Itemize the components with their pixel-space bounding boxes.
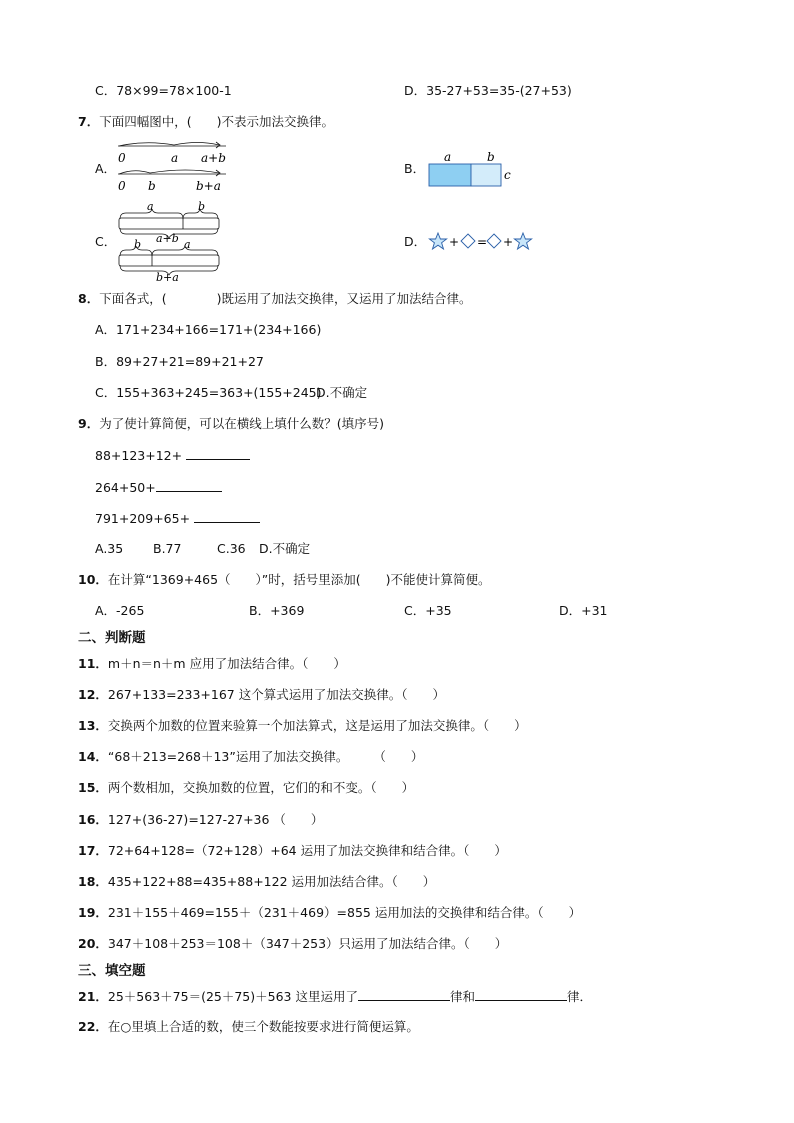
judgement-question — [78, 936, 507, 952]
rect-label-c: c — [504, 168, 511, 182]
judgement-question — [78, 812, 323, 828]
q9-option-a: A.35 — [95, 541, 124, 556]
q8-option-a: A．171+234+166=171+(234+166) — [95, 322, 322, 337]
judgement-question — [78, 656, 346, 672]
q10-option-b: B．+369 — [249, 603, 305, 618]
question-text: 为了使计算简便，可以在横线上填什么数？(填序号) — [99, 416, 384, 431]
line1-label-0: 0 — [118, 151, 126, 165]
question-number: 17． — [78, 843, 108, 858]
expression-text: 264+50+ — [95, 480, 156, 495]
question-number: 19． — [78, 905, 108, 920]
q8-option-b: B．89+27+21=89+21+27 — [95, 354, 264, 369]
q8-option-d: D.不确定 — [316, 385, 368, 400]
question-text: 267+133=233+167 这个算式运用了加法交换律。（ ） — [107, 687, 445, 702]
star-icon — [429, 233, 446, 249]
brace-mid-b: b — [134, 238, 142, 251]
rect-label-a: a — [444, 150, 452, 164]
question-text: 127+(36-27)=127-27+36 （ ） — [107, 812, 324, 827]
q8-option-c: C．155+363+245=363+(155+245) — [95, 385, 322, 400]
question-text: 347＋108＋253＝108＋（347＋253）只运用了加法结合律。（ ） — [107, 936, 508, 951]
judgement-question — [78, 780, 414, 796]
q9-option-d: D.不确定 — [259, 541, 311, 556]
answer-blank[interactable] — [156, 479, 222, 492]
question-text-start: 25＋563＋75＝(25＋75)＋563 这里运用了 — [107, 989, 358, 1004]
q10-option-d: D．+31 — [559, 603, 608, 618]
question-text: 在○里填上合适的数，使三个数能按要求进行简便运算。 — [107, 1019, 419, 1034]
q7-figure-b-rectangle — [424, 148, 516, 190]
rect-label-b: b — [487, 150, 495, 164]
question-number: 21． — [78, 989, 108, 1004]
question-number: 13． — [78, 718, 108, 733]
q7-figure-d-shapes — [428, 231, 538, 253]
q9-option-b: B.77 — [153, 541, 182, 556]
brace-top-a: a — [147, 200, 154, 213]
question-text: 下面各式，( )既运用了加法交换律，又运用了加法结合律。 — [99, 291, 472, 306]
question-number: 12． — [78, 687, 108, 702]
q10-option-c: C．+35 — [404, 603, 452, 618]
question-number: 7． — [78, 114, 100, 129]
section-heading-judgement: 二、判断题 — [78, 630, 146, 646]
judgement-question — [78, 874, 435, 890]
q7-figure-c-segment-braces — [116, 200, 226, 282]
judgement-question — [78, 687, 445, 703]
judgement-question — [78, 905, 581, 921]
q9-option-c: C.36 — [217, 541, 246, 556]
star-icon — [514, 233, 531, 249]
plus-sign-2: + — [503, 235, 514, 249]
answer-blank[interactable] — [194, 510, 260, 523]
section-heading-fill-in: 三、填空题 — [78, 963, 146, 979]
q6-option-c: C．78×99=78×100-1 — [95, 83, 232, 98]
question-number: 11． — [78, 656, 108, 671]
judgement-question — [78, 843, 507, 859]
answer-blank[interactable] — [186, 447, 250, 460]
question-number: 18． — [78, 874, 108, 889]
equals-sign: = — [477, 235, 488, 249]
question-text: 在计算“1369+465（ ）”时，括号里添加( )不能使计算简便。 — [107, 572, 491, 587]
q9-expression-3 — [95, 510, 260, 527]
question-7 — [78, 114, 334, 130]
brace-mid-a: a — [184, 238, 191, 251]
line1-label-sum: a+b — [201, 151, 226, 165]
plus-sign-1: + — [449, 235, 460, 249]
judgement-question — [78, 749, 423, 765]
q9-expression-1 — [95, 447, 250, 464]
question-number: 10． — [78, 572, 108, 587]
diamond-icon — [487, 234, 501, 248]
question-number: 9． — [78, 416, 100, 431]
q7-option-c-label: C． — [95, 234, 117, 249]
brace-top-b: b — [198, 200, 206, 213]
answer-blank[interactable] — [475, 988, 567, 1001]
question-text: 435+122+88=435+88+122 运用加法结合律。（ ） — [107, 874, 436, 889]
brace-sum-b-plus-a: b+a — [156, 271, 179, 282]
rect-part-a — [429, 164, 471, 186]
q7-option-d-label: D． — [404, 234, 427, 249]
question-number: 16． — [78, 812, 108, 827]
question-text: 72+64+128=（72+128）+64 运用了加法交换律和结合律。（ ） — [107, 843, 507, 858]
rect-part-b — [471, 164, 501, 186]
question-number: 22． — [78, 1019, 108, 1034]
question-text: m＋n＝n＋m 应用了加法结合律。（ ） — [107, 656, 346, 671]
q7-option-b-label: B． — [404, 161, 426, 176]
question-text: 交换两个加数的位置来验算一个加法算式，这是运用了加法交换律。（ ） — [107, 718, 527, 733]
question-number: 14． — [78, 749, 108, 764]
question-number: 8． — [78, 291, 100, 306]
question-10 — [78, 572, 491, 588]
q6-option-d: D．35-27+53=35-(27+53) — [404, 83, 572, 98]
q10-option-a: A．-265 — [95, 603, 145, 618]
diamond-icon — [461, 234, 475, 248]
q7-figure-a-number-lines — [116, 140, 232, 198]
q9-expression-2 — [95, 479, 222, 496]
expression-text: 88+123+12+ — [95, 448, 183, 463]
answer-blank[interactable] — [358, 988, 450, 1001]
q7-option-a-label: A． — [95, 161, 117, 176]
expression-text: 791+209+65+ — [95, 511, 191, 526]
brace-sum-a-plus-b: a+b — [156, 232, 179, 245]
question-21 — [78, 988, 592, 1005]
line2-label-b: b — [148, 179, 156, 193]
question-text: 两个数相加，交换加数的位置，它们的和不变。（ ） — [107, 780, 415, 795]
question-text: 231＋155＋469=155＋（231＋469）=855 运用加法的交换律和结合律。（ ） — [107, 905, 582, 920]
question-number: 15． — [78, 780, 108, 795]
judgement-question — [78, 718, 527, 734]
question-text-middle: 律和 — [449, 989, 475, 1004]
question-8 — [78, 291, 471, 307]
question-22 — [78, 1019, 419, 1035]
question-text: “68＋213=268＋13”运用了加法交换律。 （ ） — [107, 749, 424, 764]
question-number: 20． — [78, 936, 108, 951]
question-9 — [78, 416, 384, 432]
line1-label-a: a — [171, 151, 179, 165]
line2-label-0: 0 — [118, 179, 126, 193]
line2-label-sum: b+a — [196, 179, 221, 193]
question-text-end: 律． — [567, 989, 593, 1004]
question-text: 下面四幅图中，( )不表示加法交换律。 — [99, 114, 334, 129]
